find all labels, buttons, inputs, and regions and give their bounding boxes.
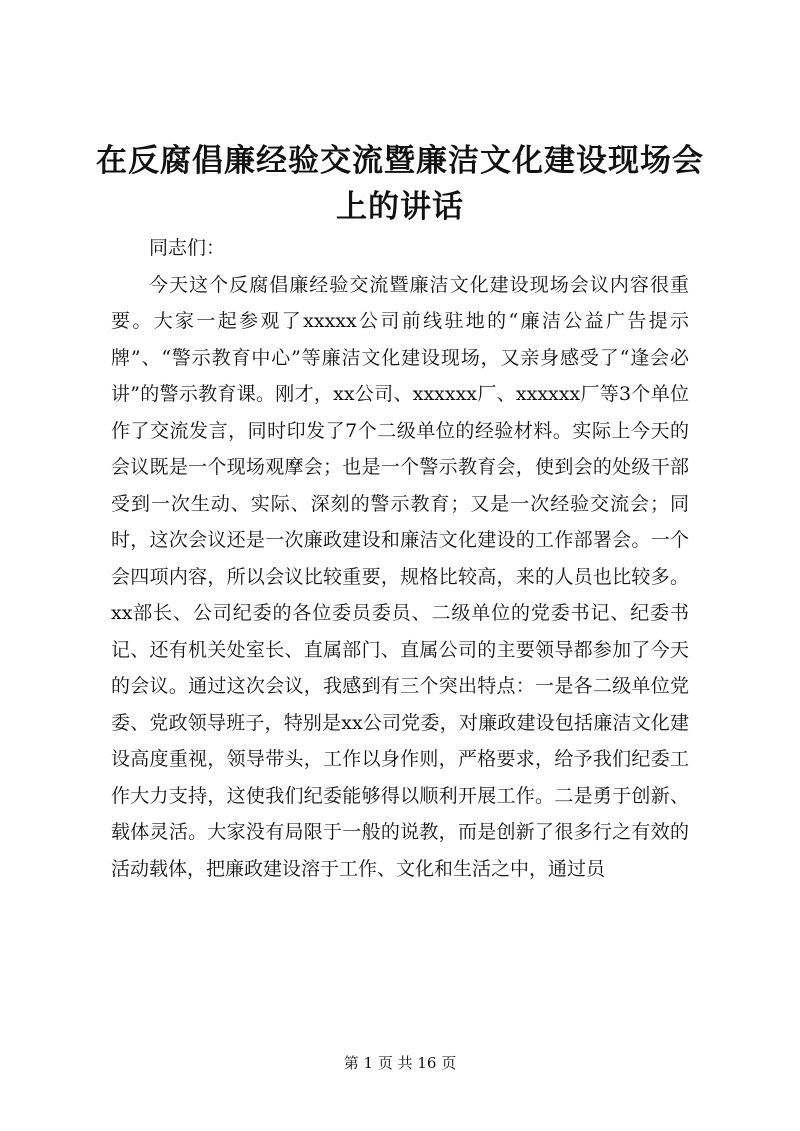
- page-title: 在反腐倡廉经验交流暨廉洁文化建设现场会上的讲话: [96, 143, 704, 225]
- document-body: [111, 230, 689, 887]
- body-paragraph: 今天这个反腐倡廉经验交流暨廉洁文化建设现场会议内容很重要。大家一起参观了xxxxx公司前线驻地的“廉洁公益广告提示牌”、“警示教育中心”等廉洁文化建设现场，又亲身感受了“逢会必讲”的警示教育课。刚才，xx公司、xxxxxx厂、xxxxxx厂等3个单位作了交流发言，同时印发了7个二级单位的经验材料。实际上今天的会议既是一个现场观摩会；也是一个警示教育会，使到会的处级干部受到一次生动、实际、深刻的警示教育；又是一次经验交流会；同时，这次会议还是一次廉政建设和廉洁文化建设的工作部署会。一个会四项内容，所以会议比较重要，规格比较高，来的人员也比较多。xx部长、公司纪委的各位委员委员、二级单位的党委书记、纪委书记、还有机关处室长、直属部门、直属公司的主要领导都参加了今天的会议。通过这次会议，我感到有三个突出特点：一是各二级单位党委、党政领导班子，特别是xx公司党委，对廉政建设包括廉洁文化建设高度重视，领导带头，工作以身作则，严格要求，给予我们纪委工作大力支持，这使我们纪委能够得以顺利开展工作。二是勇于创新、载体灵活。大家没有局限于一般的说教，而是创新了很多行之有效的活动载体，把廉政建设溶于工作、文化和生活之中，通过员: [111, 273, 689, 880]
- salutation: 同志们：: [149, 237, 226, 259]
- page-footer: 第 1 页 共 16 页: [343, 1054, 457, 1072]
